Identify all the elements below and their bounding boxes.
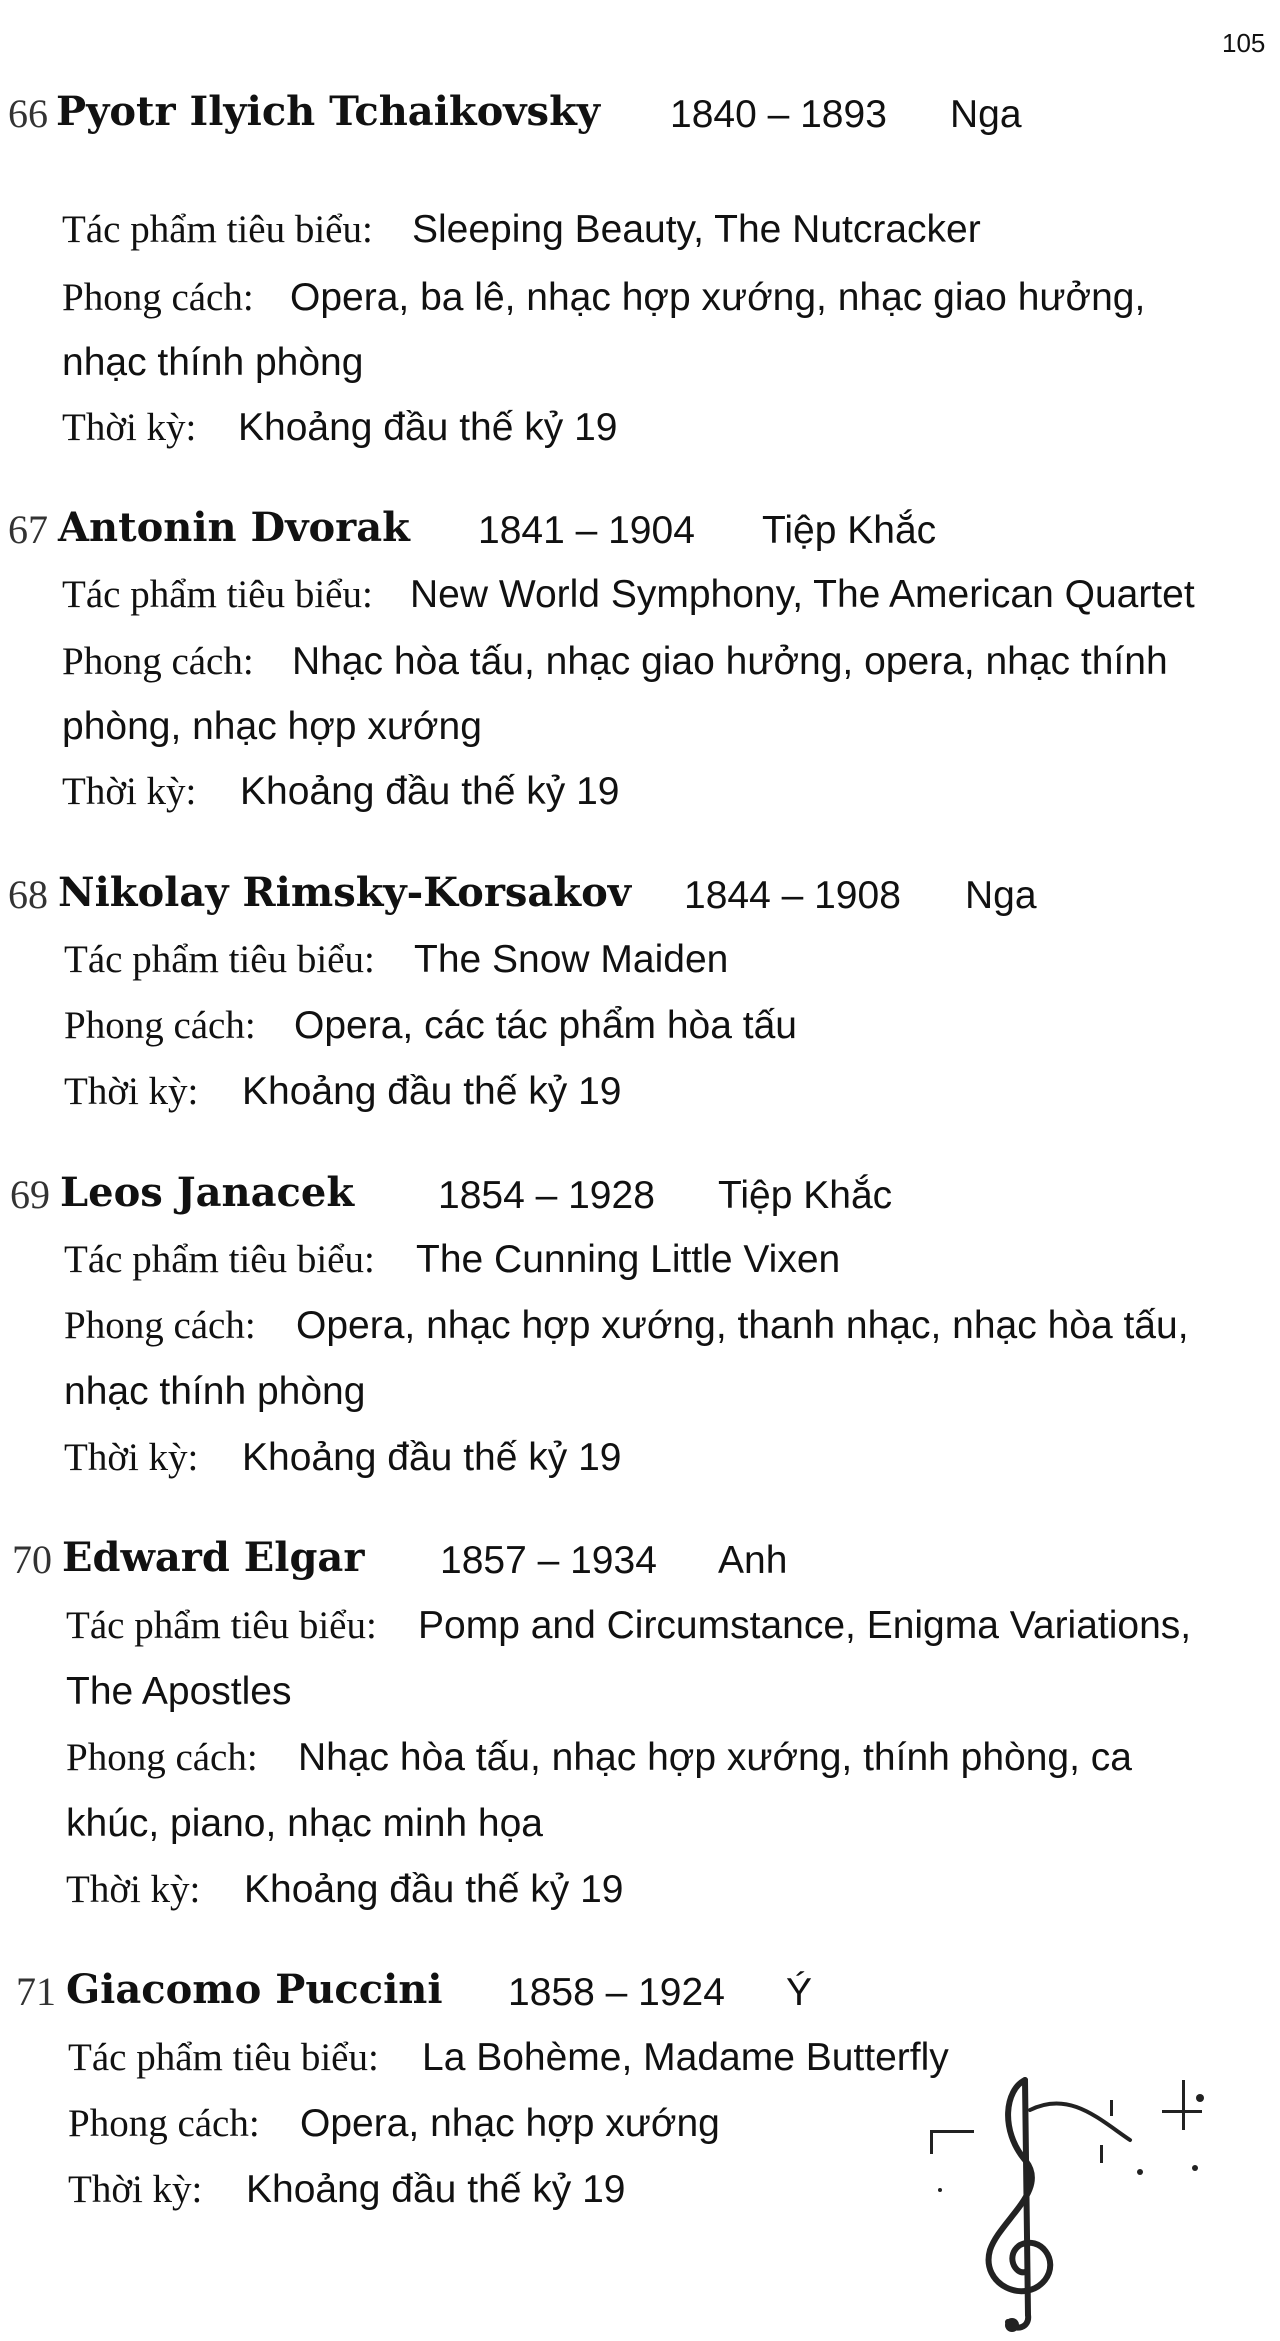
works-label: Tác phẩm tiêu biểu: — [62, 573, 373, 616]
works-label: Tác phẩm tiêu biểu: — [64, 938, 375, 981]
composer-country: Tiệp Khắc — [718, 1174, 893, 1217]
period-label: Thời kỳ: — [64, 1070, 199, 1113]
style-label: Phong cách: — [66, 1736, 258, 1779]
composer-name: Leos Janacek — [60, 1169, 355, 1216]
works-value: New World Symphony, The American Quartet — [410, 573, 1195, 616]
entry-number: 69 — [10, 1172, 50, 1217]
composer-country: Anh — [718, 1539, 788, 1582]
style-value: Opera, nhạc hợp xướng, thanh nhạc, nhạc hòa tấu, — [296, 1304, 1189, 1347]
style-value-continued: phòng, nhạc hợp xướng — [62, 705, 482, 748]
period-value: Khoảng đầu thế kỷ 19 — [244, 1868, 624, 1911]
entry-number: 66 — [8, 91, 48, 136]
composer-name: Nikolay Rimsky-Korsakov — [58, 869, 631, 916]
composer-years: 1854 – 1928 — [438, 1174, 655, 1217]
period-label: Thời kỳ: — [66, 1868, 201, 1911]
entry-number: 67 — [8, 507, 48, 552]
period-label: Thời kỳ: — [64, 1436, 199, 1479]
composer-name: Edward Elgar — [62, 1534, 365, 1581]
works-label: Tác phẩm tiêu biểu: — [66, 1604, 377, 1647]
composer-name: Antonin Dvorak — [58, 504, 410, 551]
period-value: Khoảng đầu thế kỷ 19 — [238, 406, 618, 449]
period-value: Khoảng đầu thế kỷ 19 — [246, 2168, 626, 2211]
composer-years: 1840 – 1893 — [670, 93, 887, 136]
entry-number: 71 — [16, 1969, 56, 2014]
entry-number: 70 — [12, 1537, 52, 1582]
period-value: Khoảng đầu thế kỷ 19 — [242, 1070, 622, 1113]
style-value-continued: khúc, piano, nhạc minh họa — [66, 1802, 543, 1845]
style-value: Opera, nhạc hợp xướng — [300, 2102, 720, 2145]
style-value: Nhạc hòa tấu, nhạc giao hưởng, opera, nhạc thính — [292, 640, 1168, 683]
composer-years: 1844 – 1908 — [684, 874, 901, 917]
style-value-continued: nhạc thính phòng — [64, 1370, 366, 1413]
style-label: Phong cách: — [62, 640, 254, 683]
composer-country: Ý — [786, 1971, 813, 2014]
works-label: Tác phẩm tiêu biểu: — [64, 1238, 375, 1281]
composer-country: Nga — [950, 93, 1022, 136]
works-value: La Bohème, Madame Butterfly — [422, 2036, 949, 2079]
style-value: Nhạc hòa tấu, nhạc hợp xướng, thính phòng, ca — [298, 1736, 1132, 1779]
works-label: Tác phẩm tiêu biểu: — [68, 2036, 379, 2079]
period-label: Thời kỳ: — [68, 2168, 203, 2211]
composer-country: Tiệp Khắc — [762, 509, 937, 552]
works-value: Sleeping Beauty, The Nutcracker — [412, 208, 981, 251]
works-value: The Snow Maiden — [414, 938, 729, 981]
style-value: Opera, ba lê, nhạc hợp xướng, nhạc giao hưởng, — [290, 276, 1146, 319]
works-value-continued: The Apostles — [66, 1670, 292, 1713]
composer-years: 1841 – 1904 — [478, 509, 695, 552]
entry-number: 68 — [8, 872, 48, 917]
works-value: The Cunning Little Vixen — [416, 1238, 841, 1281]
composer-years: 1857 – 1934 — [440, 1539, 657, 1582]
page-number: 105 — [1222, 28, 1266, 58]
style-label: Phong cách: — [64, 1304, 256, 1347]
style-label: Phong cách: — [64, 1004, 256, 1047]
period-label: Thời kỳ: — [62, 770, 197, 813]
composer-name: Giacomo Puccini — [66, 1966, 443, 2013]
treble-clef-icon — [930, 2060, 1230, 2336]
period-value: Khoảng đầu thế kỷ 19 — [240, 770, 620, 813]
composer-years: 1858 – 1924 — [508, 1971, 725, 2014]
composer-country: Nga — [965, 874, 1037, 917]
style-label: Phong cách: — [68, 2102, 260, 2145]
period-label: Thời kỳ: — [62, 406, 197, 449]
style-label: Phong cách: — [62, 276, 254, 319]
style-value-continued: nhạc thính phòng — [62, 341, 364, 384]
works-value: Pomp and Circumstance, Enigma Variations, — [418, 1604, 1192, 1647]
period-value: Khoảng đầu thế kỷ 19 — [242, 1436, 622, 1479]
style-value: Opera, các tác phẩm hòa tấu — [294, 1004, 797, 1047]
composer-name: Pyotr Ilyich Tchaikovsky — [56, 88, 601, 135]
works-label: Tác phẩm tiêu biểu: — [62, 208, 373, 251]
